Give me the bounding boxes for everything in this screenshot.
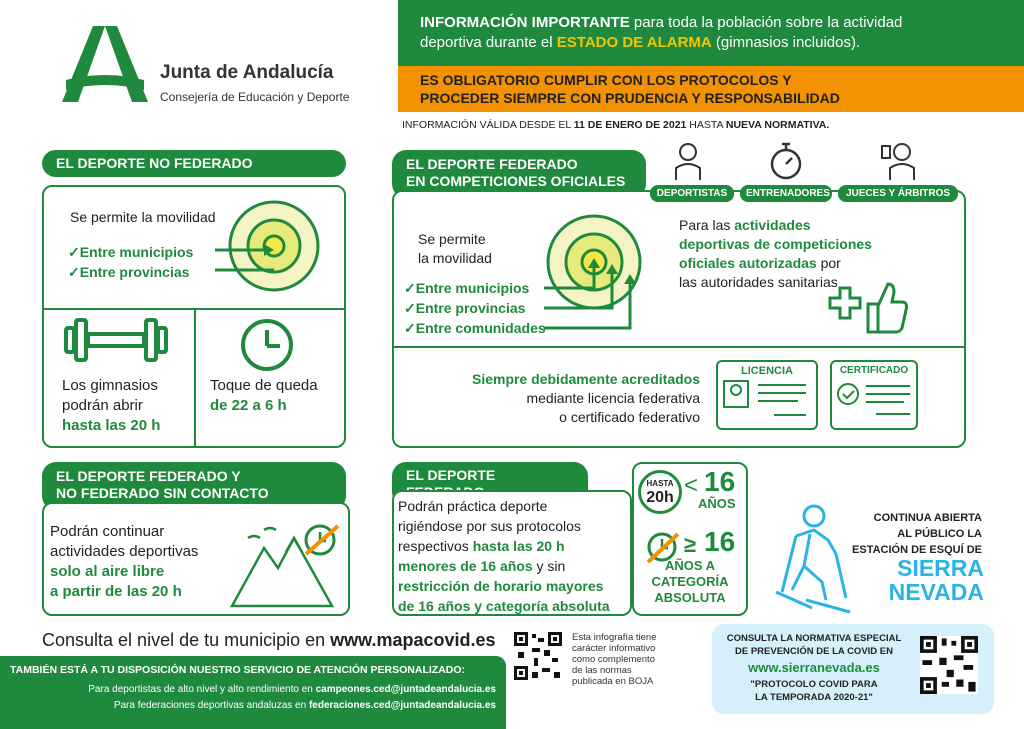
categoria-label: AÑOS A CATEGORÍA ABSOLUTA xyxy=(651,558,729,605)
role-jueces: JUECES Y ÁRBITROS xyxy=(838,185,958,202)
qr-code-sierra-icon xyxy=(920,636,978,694)
fed-provincias: ✓Entre provincias xyxy=(404,300,526,316)
tab-federado: EL DEPORTE xyxy=(392,462,588,506)
nofed-municipios: ✓Entre municipios xyxy=(68,244,194,260)
thumbs-up-icon xyxy=(826,272,908,336)
nofed-divider-v xyxy=(194,310,196,446)
info-note: Esta infografía tiene carácter informativo como complemento de las normas publicada en BOJA xyxy=(572,632,657,687)
contacto-text: Podrán continuar actividades deportivas solo al aire libre a partir de las 20 h xyxy=(50,523,199,600)
fed-comunidades: ✓Entre comunidades xyxy=(404,320,546,336)
acreditados-text: Siempre debidamente acreditados mediante licencia federativa o certificado federativo xyxy=(472,371,700,425)
certificate-icon xyxy=(832,376,916,424)
toque-text: Toque de queda de 22 a 6 h xyxy=(210,377,318,414)
athlete-icon xyxy=(670,140,706,182)
sierra-nevada-name: SIERRA NEVADA xyxy=(888,555,984,605)
ge-sign: ≥ xyxy=(684,532,697,557)
validity: INFORMACIÓN VÁLIDA DESDE EL 11 DE ENERO DE 2021 HASTA NUEVA NORMATIVA. xyxy=(402,119,830,131)
n16-b: 16 xyxy=(704,526,736,557)
orange-banner xyxy=(398,66,1024,112)
header-banner xyxy=(398,0,1024,66)
certificado-card xyxy=(830,360,918,430)
stopwatch-icon xyxy=(768,140,804,182)
role-entrenadores: ENTRENADORES xyxy=(740,185,832,202)
orange-line2: PROCEDER SIEMPRE CON PRUDENCIA Y RESPONSABILIDAD xyxy=(420,90,840,106)
tab-federado-competiciones: EL DEPORTE FEDERADO EN COMPETICIONES OFICIALES xyxy=(392,150,646,198)
sierranevada-link[interactable]: www.sierranevada.es xyxy=(748,660,880,675)
email-federaciones[interactable]: federaciones.ced@juntadeandalucia.es xyxy=(308,700,496,711)
tab-sin-contacto: EL DEPORTE FEDERADO Y NO FEDERADO SIN CONTACTO xyxy=(42,462,346,510)
tab-no-federado: EL DEPORTE NO FEDERADO xyxy=(42,150,346,177)
licencia-label: LICENCIA xyxy=(741,365,793,377)
federado-text: Podrán práctica deporte rigiéndose por sus protocolos respectivos hasta las 20 h menores de 16 años y sin restricción de horario mayores de 16 años y categoría absoluta xyxy=(398,498,610,614)
nofed-movilidad: Se permite la movilidad xyxy=(70,209,216,225)
target-icon xyxy=(200,198,326,298)
id-card-icon xyxy=(718,377,816,425)
fed-permite: Se permite la movilidad xyxy=(418,231,492,266)
sn-text: CONSULTA LA NORMATIVA ESPECIAL DE PREVENCIÓN DE LA COVID EN www.sierranevada.es "PROTOCOLO COVID PARA LA TEMPORADA 2020-21" xyxy=(716,632,912,704)
lt-sign: < xyxy=(684,472,699,499)
consulta-line: Consulta el nivel de tu municipio en www.mapacovid.es xyxy=(42,630,496,650)
qr-code-icon xyxy=(514,632,562,680)
service-title: TAMBIÉN ESTÁ A TU DISPOSICIÓN NUESTRO SERVICIO DE ATENCIÓN PERSONALIZADO: xyxy=(10,664,466,676)
fed-divider-h xyxy=(394,346,964,348)
mapacovid-link[interactable]: www.mapacovid.es xyxy=(330,630,496,650)
n16-a: 16 xyxy=(704,466,736,497)
orange-line1: ES OBLIGATORIO CUMPLIR CON LOS PROTOCOLOS Y xyxy=(420,72,792,88)
email-campeones[interactable]: campeones.ced@juntadeandalucia.es xyxy=(315,684,496,695)
badge-20h: HASTA 20h xyxy=(638,470,682,514)
junta-logo xyxy=(62,26,148,102)
fed-municipios: ✓Entre municipios xyxy=(404,280,530,296)
junta-logo-icon xyxy=(62,26,148,102)
header-important: INFORMACIÓN IMPORTANTE xyxy=(420,14,630,31)
fed-para-text: Para las actividades deportivas de competiciones oficiales autorizadas por las autoridades sanitarias xyxy=(679,217,872,290)
referee-icon xyxy=(880,140,916,182)
sierra-text: CONTINUA ABIERTA AL PÚBLICO LA ESTACIÓN DE ESQUÍ DE xyxy=(852,512,982,556)
target-icon-fed xyxy=(530,210,660,338)
header-alarma: ESTADO DE ALARMA xyxy=(556,34,712,51)
mountain-icon xyxy=(228,518,348,610)
header-l2c: (gimnasios incluidos). xyxy=(711,34,861,51)
licencia-card xyxy=(716,360,818,430)
gym-text: Los gimnasios podrán abrir hasta las 20 h xyxy=(62,377,161,434)
clock-icon xyxy=(238,318,296,372)
service-banner: TAMBIÉN ESTÁ A TU DISPOSICIÓN NUESTRO SERVICIO DE ATENCIÓN PERSONALIZADO: Para deportistas de alto nivel y alto rendimiento en campeones.ced@juntadeandalucia.es Para federaciones deportivas andaluzas en federaciones.ced@juntadeandalucia.es xyxy=(0,656,506,729)
logo-dept: Consejería de Educación y Deporte xyxy=(160,90,350,104)
certificado-label: CERTIFICADO xyxy=(839,365,909,376)
dumbbell-icon xyxy=(62,318,170,362)
role-deportistas: DEPORTISTAS xyxy=(650,185,734,202)
logo-name: Junta de Andalucía xyxy=(160,62,334,83)
anos-label: AÑOS xyxy=(698,496,736,511)
nofed-provincias: ✓Entre provincias xyxy=(68,264,190,280)
header-l2a: deportiva durante el xyxy=(420,34,557,51)
header-l1: para toda la población sobre la actividad xyxy=(629,14,903,31)
